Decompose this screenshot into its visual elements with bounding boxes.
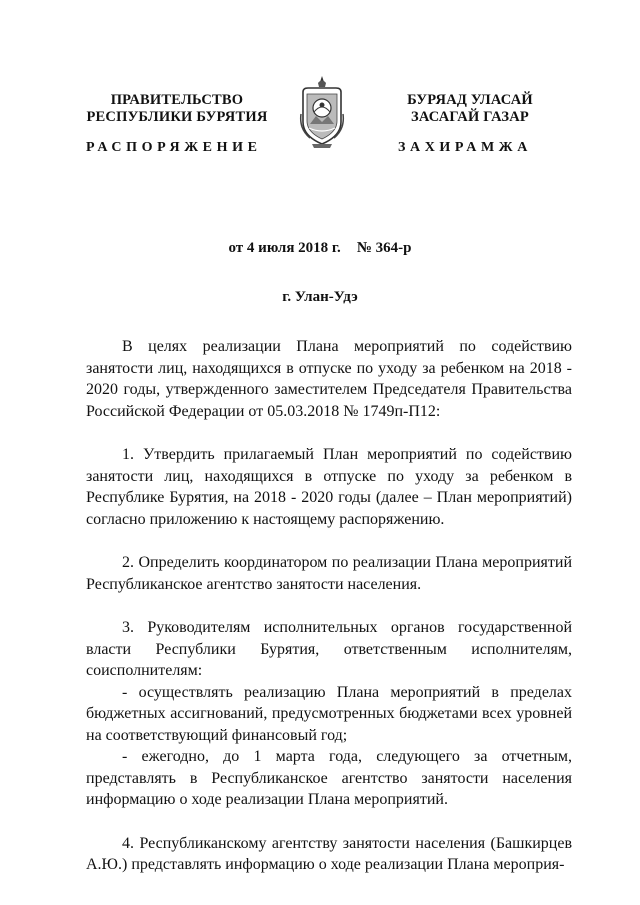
paragraph-item-1: 1. Утвердить прилагаемый План мероприятий по содействию занятости лиц, находящихся в отпуске по уходу за ребенком в Республике Бурятия, на 2018 - 2020 годы (далее – План мероприятий) согласно приложению к настоящему распоряжению. [86, 446, 572, 528]
paragraph-item-3-sub-2: - ежегодно, до 1 марта года, следующего за отчетным, представлять в Республиканское агентство занятости населения информацию о ходе реализации Плана мероприятий. [86, 748, 572, 808]
paragraph-item-2: 2. Определить координатором по реализации Плана мероприятий Республиканское агентство занятости населения. [86, 554, 572, 593]
document-number: № 364-р [356, 240, 412, 256]
document-type-buryat: ЗАХИРАМЖА [398, 140, 532, 155]
issuer-line-2-buryat: ЗАСАГАЙ ГАЗАР [411, 109, 529, 125]
issuer-header-russian [82, 92, 272, 126]
paragraph-item-3-sub-1: - осуществлять реализацию Плана мероприятий в пределах бюджетных ассигнований, предусмотренных бюджетами всех уровней на соответствующий финансовый год; [86, 683, 572, 744]
paragraph-item-3: 3. Руководителям исполнительных органов государственной власти Республики Бурятия, ответственным исполнителям, соисполнителям: [86, 619, 572, 679]
issuer-line-1-buryat: БУРЯАД УЛАСАЙ [407, 92, 533, 108]
document-date: от 4 июля 2018 г. [228, 240, 341, 256]
issuer-line-1: ПРАВИТЕЛЬСТВО [110, 92, 244, 108]
document-type-russian: РАСПОРЯЖЕНИЕ [86, 140, 262, 155]
document-body [86, 336, 572, 876]
paragraph-item-4: 4. Республиканскому агентству занятости населения (Башкирцев А.Ю.) представлять информацию о ходе реализации Плана мероприя- [86, 834, 572, 873]
document-date-line [0, 240, 640, 257]
paragraph-preamble: В целях реализации Плана мероприятий по содействию занятости лиц, находящихся в отпуске по уходу за ребенком на 2018 - 2020 годы, утвержденного заместителем Председателя Правительства Российской Федерации от 05.03.2018 № 1749п-П12: [86, 338, 572, 420]
document-city: г. Улан-Удэ [282, 289, 358, 305]
issuer-line-2: РЕСПУБЛИКИ БУРЯТИЯ [86, 109, 268, 125]
coat-of-arms-emblem [298, 74, 346, 150]
issuer-header-buryat [385, 92, 555, 126]
